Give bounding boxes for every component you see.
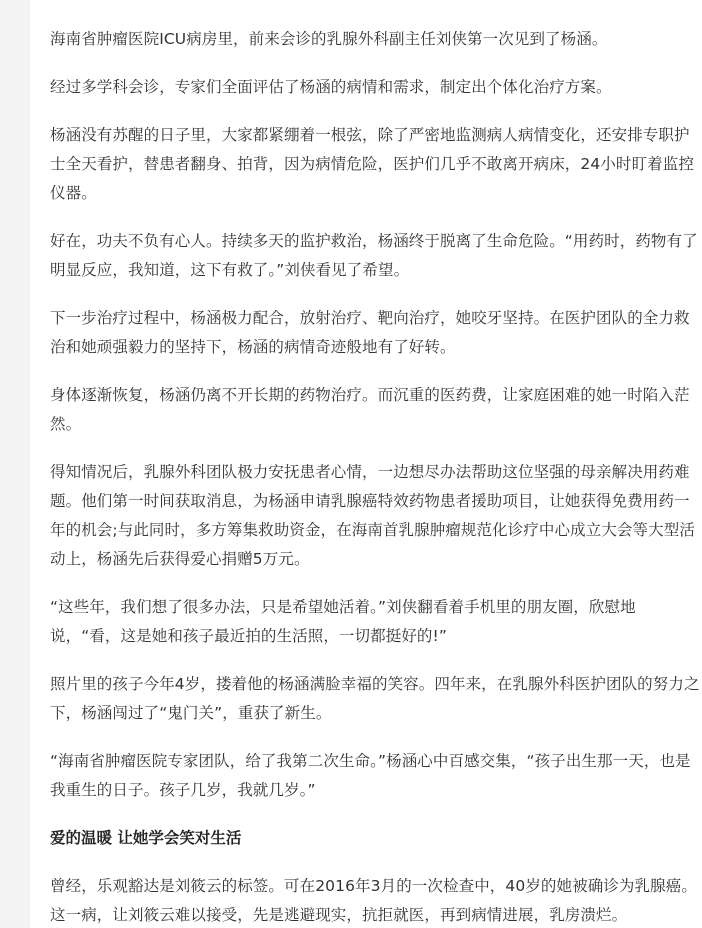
paragraph: 好在，功夫不负有心人。持续多天的监护救治，杨涵终于脱离了生命危险。“用药时，药物有了明显反应，我知道，这下有救了。”刘侠看见了希望。 (50, 232, 698, 279)
paragraph: “海南省肿瘤医院专家团队，给了我第二次生命。”杨涵心中百感交集，“孩子出生那一天，也是我重生的日子。孩子几岁，我就几岁。” (50, 752, 691, 799)
paragraph: 照片里的孩子今年4岁，搂着他的杨涵满脸幸福的笑容。四年来，在乳腺外科医护团队的努力之下，杨涵闯过了“鬼门关”，重获了新生。 (50, 675, 700, 722)
paragraph: 海南省肿瘤医院ICU病房里，前来会诊的乳腺外科副主任刘侠第一次见到了杨涵。 (50, 30, 608, 48)
paragraph: 得知情况后，乳腺外科团队极力安抚患者心情，一边想尽办法帮助这位坚强的母亲解决用药难题。他们第一时间获取消息，为杨涵申请乳腺癌特效药物患者援助项目，让她获得免费用药一年的机会;与此同时，多方筹集救助资金，在海南首乳腺肿瘤规范化诊疗中心成立大会等大型活动上，杨涵先后获得爱心捐赠5万元。 (50, 463, 695, 568)
paragraph: 经过多学科会诊，专家们全面评估了杨涵的病情和需求，制定出个体化治疗方案。 (50, 78, 612, 96)
article-body (50, 25, 702, 928)
article-page (30, 0, 702, 928)
paragraph: 下一步治疗过程中，杨涵极力配合，放射治疗、靶向治疗，她咬牙坚持。在医护团队的全力救治和她顽强毅力的坚持下，杨涵的病情奇迹般地有了好转。 (50, 309, 690, 356)
paragraph: 曾经，乐观豁达是刘筱云的标签。可在2016年3月的一次检查中，40岁的她被确诊为乳腺癌。这一病，让刘筱云难以接受，先是逃避现实，抗拒就医，再到病情进展，乳房溃烂。 (50, 877, 697, 924)
paragraph: 杨涵没有苏醒的日子里，大家都紧绷着一根弦，除了严密地监测病人病情变化，还安排专职护士全天看护，替患者翻身、拍背，因为病情危险，医护们几乎不敢离开病床，24小时盯着监控仪器。 (50, 126, 694, 202)
paragraph: “这些年，我们想了很多办法，只是希望她活着。”刘侠翻看着手机里的朋友圈，欣慰地说，“看，这是她和孩子最近拍的生活照，一切都挺好的!” (50, 598, 636, 645)
section-heading: 爱的温暖 让她学会笑对生活 (50, 829, 242, 847)
paragraph: 身体逐渐恢复，杨涵仍离不开长期的药物治疗。而沉重的医药费，让家庭困难的她一时陷入茫然。 (50, 386, 690, 433)
